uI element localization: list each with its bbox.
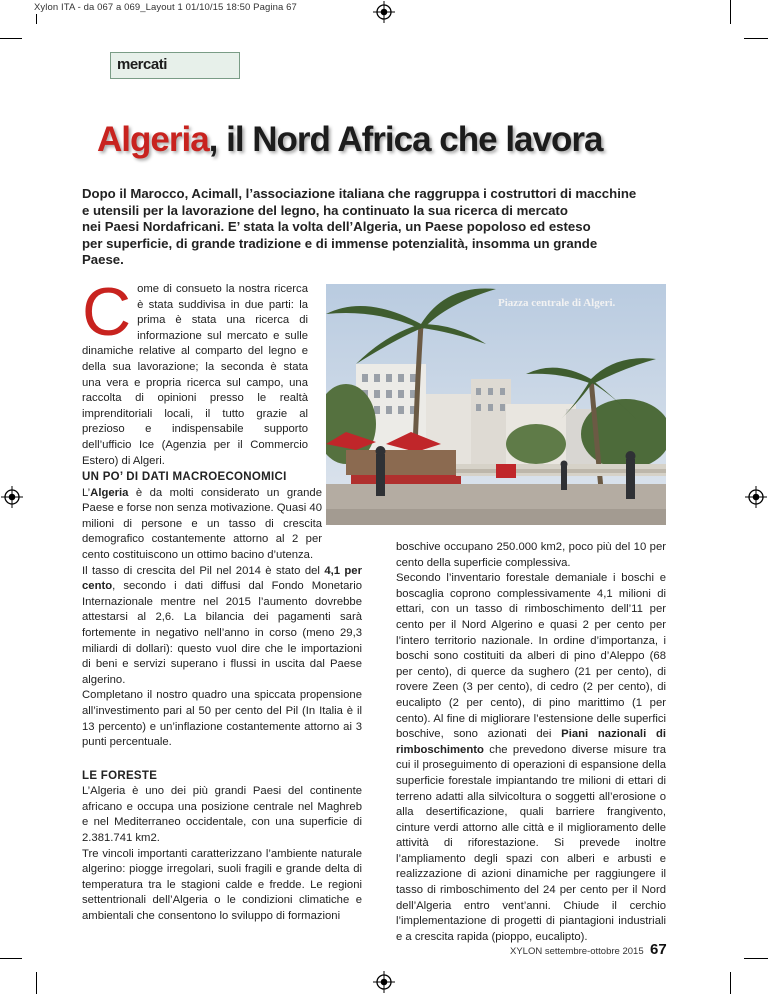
section-tag	[110, 52, 240, 79]
bold-text: Algeria	[90, 486, 129, 499]
text-run: Il tasso di crescita del Pil nel 2014 è stato del	[82, 564, 325, 577]
section-label: mercati	[117, 56, 167, 73]
section-heading-macro: UN PO’ DI DATI MACROECONOMICI	[82, 471, 287, 483]
right-column	[396, 540, 666, 945]
crop-mark	[744, 958, 768, 959]
drop-cap: C	[82, 274, 132, 350]
crop-mark	[36, 14, 37, 24]
article-title	[97, 120, 602, 160]
crop-mark	[0, 958, 22, 959]
body-paragraph: Tre vincoli importanti caratterizzano l’ambiente naturale algerino: piogge irregolari, suoli fragili e grande delta di temperatura tra le stagioni calde e fredde. Le regioni settentrionali dell’Algeria o le condizioni climatiche e ambientali che consentono lo sviluppo di formazioni	[82, 847, 362, 923]
body-paragraph: boschive occupano 250.000 km2, poco più del 10 per cento della superficie complessiva.	[396, 541, 666, 569]
body-paragraph: L’Algeria è uno dei più grandi Paesi del continente africano e occupa una posizione centrale nel Maghreb e nel Mediterraneo occidentale, con una superficie di 2.381.741 km2.	[82, 785, 362, 845]
section-heading-forests: LE FORESTE	[82, 769, 158, 782]
body-paragraph	[82, 486, 322, 564]
text-run: che prevedono diverse misure tra cui il proseguimento di operazioni di espansione della superficie forestale impiantando tre milioni di ettari di terreno adatti alla silvicoltura o soggetti all’erosione o alla desertificazione, quali barriere frangivento, cinture verdi attorno alle città e il miglioramento delle attività di riforestazione. Si prevede inoltre l’ampliamento degli spazi con alberi e arbusti e realizzazione di azioni dinamiche per raggiungere il tasso di rimboschimento del 24 per cento per il Nord dell’Algeria entro vent’anni. Chiude il cerchio l’implementazione di progetti di piantagioni industriali e a crescita rapida (pioppo, eucalipto).	[396, 743, 666, 943]
article-lead: Dopo il Marocco, Acimall, l’associazione italiana che raggruppa i costruttori di macchine e utensili per la lavorazione del legno, ha continuato la sua ricerca di mercato nei Paesi Nordafricani. E’ stata la volta dell’Algeria, un Paese popoloso ed esteso per superficie, di grande tradizione e di immense potenzialità, insomma un grande Paese.	[82, 186, 637, 267]
intro-paragraph	[82, 274, 308, 469]
print-slug: Xylon ITA - da 067 a 069_Layout 1 01/10/15 18:50 Pagina 67	[34, 2, 297, 13]
registration-mark-icon	[373, 971, 395, 993]
intro-text: ome di consueto la nostra ricerca è stata suddivisa in due parti: la prima è stata una ricerca di informazione sul mercato e sulle dinamiche relative al comparto del legno e della sua lavorazione; la seconda è stata una vera e propria ricerca sul campo, una raccolta di opinioni presso le realtà imprenditoriali locali, il tutto grazie al prezioso e indispensabile supporto dell’ufficio Ice (Agenzia per il Commercio Estero) di Algeri.	[82, 283, 308, 467]
crop-mark	[730, 972, 731, 994]
body-paragraph	[82, 564, 362, 689]
title-rest: , il Nord Africa che lavora	[208, 120, 603, 159]
body-paragraph	[396, 571, 666, 945]
registration-mark-icon	[1, 486, 23, 508]
footer-issue: XYLON settembre-ottobre 2015	[510, 946, 644, 957]
crop-mark	[730, 0, 731, 24]
text-run: L’	[82, 486, 91, 499]
crop-mark	[36, 972, 37, 994]
crop-mark	[744, 38, 768, 39]
crop-mark	[0, 38, 22, 39]
registration-mark-icon	[373, 1, 395, 23]
left-column	[82, 470, 362, 925]
title-highlight: Algeria	[97, 120, 209, 159]
bold-text: Piani nazionali di rimboschimento	[396, 728, 666, 756]
photo-caption: Piazza centrale di Algeri.	[498, 297, 616, 309]
text-run: Secondo l’inventario forestale demaniale i boschi e boscaglia coprono complessivamente 4,1 milioni di ettari, con un tasso di rimboschimento dell’11 per cento per il Nord Algerino e quasi 2 per cento per l’intero territorio nazionale. In ordine d’importanza, i boschi sono costituiti da alberi di pino d’Aleppo (68 per cento), di querce da sughero (21 per cento), di rovere Zeen (3 per cento), di cedro (2 per cento), di eucalipto (2 per cento), di pino marittimo (1 per cento). Al fine di migliorare l’estensione delle superfici boschive, sono azionati dei	[396, 572, 666, 741]
text-run: è da molti considerato un grande Paese e forse non senza motivazione. Quasi 40 milioni di persone e un tasso di crescita demografico costantemente attorno al 2 per cento costituiscono un ottimo bacino d’utenza.	[82, 486, 322, 561]
text-run: , secondo i dati diffusi dal Fondo Monetario Internazionale mentre nel 2015 l’aumento dovrebbe attestarsi al 2,6. La bilancia dei pagamenti sarà fortemente in negativo nell’anno in corso (meno 29,3 miliardi di dollari): questo vuol dire che le importazioni di beni e servizi superano i flussi in uscita dal Paese algerino.	[82, 580, 362, 686]
page-number: 67	[650, 941, 667, 958]
bold-text: 4,1 per cento	[82, 564, 362, 593]
body-paragraph: Completano il nostro quadro una spiccata propensione all’investimento pari al 50 per cento del Pil (In Italia è il 13 percento) e un’inflazione costantemente attorno ai 3 punti percentuale.	[82, 689, 362, 749]
registration-mark-icon	[745, 486, 767, 508]
algiers-square-photo	[326, 284, 666, 525]
